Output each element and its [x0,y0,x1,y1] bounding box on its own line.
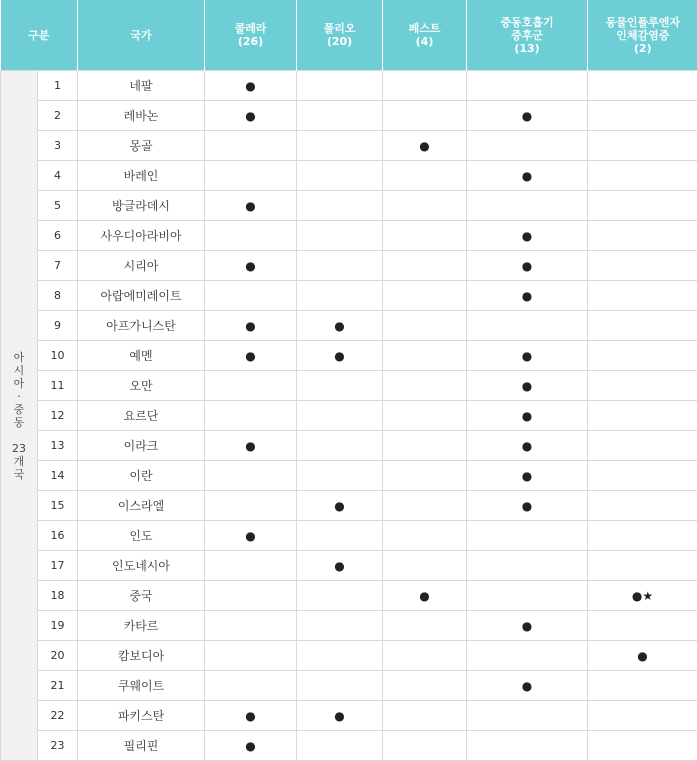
mark-avian [588,671,697,701]
mark-mers [467,701,588,731]
header-category: 구분 [1,0,78,71]
table-row [1,701,697,731]
mark-plague [383,461,467,491]
mark-cholera: ● [205,521,297,551]
mark-plague [383,311,467,341]
table-row [1,131,697,161]
mark-polio [297,581,383,611]
mark-cholera [205,221,297,251]
table-row [1,521,697,551]
mark-avian [588,341,697,371]
mark-mers: ● [467,161,588,191]
row-number: 21 [38,671,78,701]
mark-plague [383,221,467,251]
mark-mers [467,731,588,761]
header-avian-name-1: 동물인플루엔자 [605,15,680,29]
mark-polio: ● [297,491,383,521]
mark-cholera: ● [205,731,297,761]
header-cholera-name: 콜레라 [234,22,267,35]
row-number: 5 [38,191,78,221]
mark-mers [467,551,588,581]
country-name: 이라크 [78,431,205,461]
row-number: 4 [38,161,78,191]
country-name: 오만 [78,371,205,401]
mark-cholera [205,401,297,431]
mark-polio: ● [297,311,383,341]
mark-cholera [205,641,297,671]
country-name: 예멘 [78,341,205,371]
mark-polio [297,191,383,221]
header-cholera [205,0,297,71]
mark-plague [383,251,467,281]
mark-mers: ● [467,371,588,401]
row-number: 19 [38,611,78,641]
mark-avian [588,131,697,161]
mark-polio [297,641,383,671]
country-name: 시리아 [78,251,205,281]
mark-avian [588,491,697,521]
mark-avian [588,371,697,401]
mark-plague: ● [383,131,467,161]
mark-mers: ● [467,611,588,641]
row-number: 16 [38,521,78,551]
mark-plague [383,671,467,701]
mark-cholera: ● [205,701,297,731]
mark-avian [588,191,697,221]
country-name: 이란 [78,461,205,491]
country-name: 캄보디아 [78,641,205,671]
row-number: 2 [38,101,78,131]
mark-mers: ● [467,431,588,461]
region-name-char: 아 [13,376,25,390]
mark-avian [588,161,697,191]
table-row [1,161,697,191]
table-row [1,551,697,581]
mark-cholera: ● [205,191,297,221]
mark-plague [383,731,467,761]
region-spacer [5,429,33,442]
table-row [1,311,697,341]
mark-cholera: ● [205,101,297,131]
country-name: 이스라엘 [78,491,205,521]
mark-plague [383,281,467,311]
mark-cholera [205,491,297,521]
mark-cholera: ● [205,431,297,461]
mark-plague [383,191,467,221]
row-number: 10 [38,341,78,371]
table-row [1,731,697,761]
header-avian-flu [588,0,697,71]
country-name: 아프가니스탄 [78,311,205,341]
country-name: 레바논 [78,101,205,131]
mark-plague [383,71,467,101]
mark-mers [467,641,588,671]
mark-avian [588,521,697,551]
region-name-char: 중 [13,402,25,416]
mark-polio [297,461,383,491]
region-count-char: 국 [13,467,25,481]
mark-mers: ● [467,221,588,251]
country-name: 네팔 [78,71,205,101]
mark-polio [297,221,383,251]
mark-polio [297,281,383,311]
header-country: 국가 [78,0,205,71]
table-row [1,101,697,131]
row-number: 17 [38,551,78,581]
mark-plague [383,341,467,371]
region-cell [1,71,38,761]
mark-mers [467,581,588,611]
table-row [1,371,697,401]
mark-plague: ● [383,581,467,611]
mark-avian [588,701,697,731]
table-header [1,0,697,71]
header-plague [383,0,467,71]
table-row [1,401,697,431]
country-name: 바레인 [78,161,205,191]
mark-avian: ● [588,641,697,671]
mark-mers [467,71,588,101]
header-cholera-count: (26) [237,35,264,48]
region-name-char: · [17,389,21,403]
table-row [1,341,697,371]
mark-polio [297,161,383,191]
mark-avian [588,311,697,341]
mark-cholera [205,371,297,401]
table-row [1,491,697,521]
mark-cholera: ● [205,311,297,341]
country-name: 카타르 [78,611,205,641]
region-name-char: 아 [13,350,25,364]
header-mers-count: (13) [514,41,540,55]
mark-mers [467,191,588,221]
region-name-char: 동 [13,415,25,429]
mark-plague [383,491,467,521]
mark-avian [588,401,697,431]
header-polio-name: 폴리오 [323,22,356,35]
row-number: 14 [38,461,78,491]
row-number: 6 [38,221,78,251]
row-number: 12 [38,401,78,431]
mark-avian [588,461,697,491]
country-name: 인도네시아 [78,551,205,581]
mark-polio [297,131,383,161]
mark-cholera [205,281,297,311]
region-count-char: 23 [12,441,26,455]
mark-avian [588,71,697,101]
header-mers-name-1: 중동호흡기 [500,15,554,29]
mark-cholera [205,551,297,581]
mark-polio [297,251,383,281]
mark-polio [297,671,383,701]
mark-polio: ● [297,341,383,371]
mark-plague [383,701,467,731]
mark-cholera [205,131,297,161]
mark-polio [297,731,383,761]
region-name-char: 시 [13,363,25,377]
mark-plague [383,611,467,641]
table-row [1,641,697,671]
header-avian-count: (2) [633,41,652,55]
header-plague-count: (4) [415,35,434,48]
mark-plague [383,431,467,461]
mark-polio [297,71,383,101]
row-number: 15 [38,491,78,521]
mark-avian [588,431,697,461]
region-count-char: 개 [13,454,25,468]
country-name: 필리핀 [78,731,205,761]
mark-mers: ● [467,101,588,131]
mark-avian [588,611,697,641]
table-body [1,71,697,761]
mark-plague [383,161,467,191]
mark-cholera: ● [205,71,297,101]
mark-cholera: ● [205,251,297,281]
row-number: 3 [38,131,78,161]
mark-avian [588,251,697,281]
mark-mers [467,311,588,341]
mark-avian: ●★ [588,581,697,611]
mark-mers: ● [467,281,588,311]
mark-avian [588,731,697,761]
row-number: 20 [38,641,78,671]
mark-plague [383,101,467,131]
header-mers [467,0,588,71]
table-row [1,431,697,461]
mark-plague [383,551,467,581]
mark-plague [383,521,467,551]
mark-mers: ● [467,491,588,521]
mark-cholera [205,461,297,491]
mark-plague [383,371,467,401]
header-plague-name: 페스트 [408,22,441,35]
table-row [1,191,697,221]
table-row [1,461,697,491]
header-polio-count: (20) [326,35,353,48]
mark-mers: ● [467,251,588,281]
mark-cholera [205,581,297,611]
country-name: 아랍에미레이트 [78,281,205,311]
mark-mers [467,131,588,161]
table-row [1,251,697,281]
mark-cholera: ● [205,341,297,371]
row-number: 8 [38,281,78,311]
table-row [1,581,697,611]
mark-polio [297,371,383,401]
mark-avian [588,551,697,581]
table-row [1,221,697,251]
country-name: 파키스탄 [78,701,205,731]
table-row [1,671,697,701]
mark-cholera [205,611,297,641]
mark-polio: ● [297,551,383,581]
country-name: 중국 [78,581,205,611]
country-name: 사우디아라비아 [78,221,205,251]
mark-mers: ● [467,341,588,371]
header-mers-name-2: 증후군 [511,28,543,42]
country-name: 요르단 [78,401,205,431]
mark-polio: ● [297,701,383,731]
table-row [1,71,697,101]
mark-polio [297,401,383,431]
country-name: 쿠웨이트 [78,671,205,701]
mark-polio [297,521,383,551]
header-avian-name-2: 인체감염증 [616,28,670,42]
mark-avian [588,101,697,131]
row-number: 23 [38,731,78,761]
mark-avian [588,281,697,311]
mark-plague [383,401,467,431]
country-name: 인도 [78,521,205,551]
mark-mers: ● [467,401,588,431]
mark-mers: ● [467,461,588,491]
mark-cholera [205,161,297,191]
row-number: 11 [38,371,78,401]
country-name: 방글라데시 [78,191,205,221]
mark-mers: ● [467,671,588,701]
table-row [1,281,697,311]
row-number: 7 [38,251,78,281]
row-number: 22 [38,701,78,731]
mark-plague [383,641,467,671]
mark-cholera [205,671,297,701]
mark-polio [297,431,383,461]
header-polio [297,0,383,71]
mark-polio [297,101,383,131]
mark-polio [297,611,383,641]
row-number: 9 [38,311,78,341]
country-name: 몽골 [78,131,205,161]
mark-avian [588,221,697,251]
mark-mers [467,521,588,551]
row-number: 13 [38,431,78,461]
table-row [1,611,697,641]
row-number: 18 [38,581,78,611]
row-number: 1 [38,71,78,101]
